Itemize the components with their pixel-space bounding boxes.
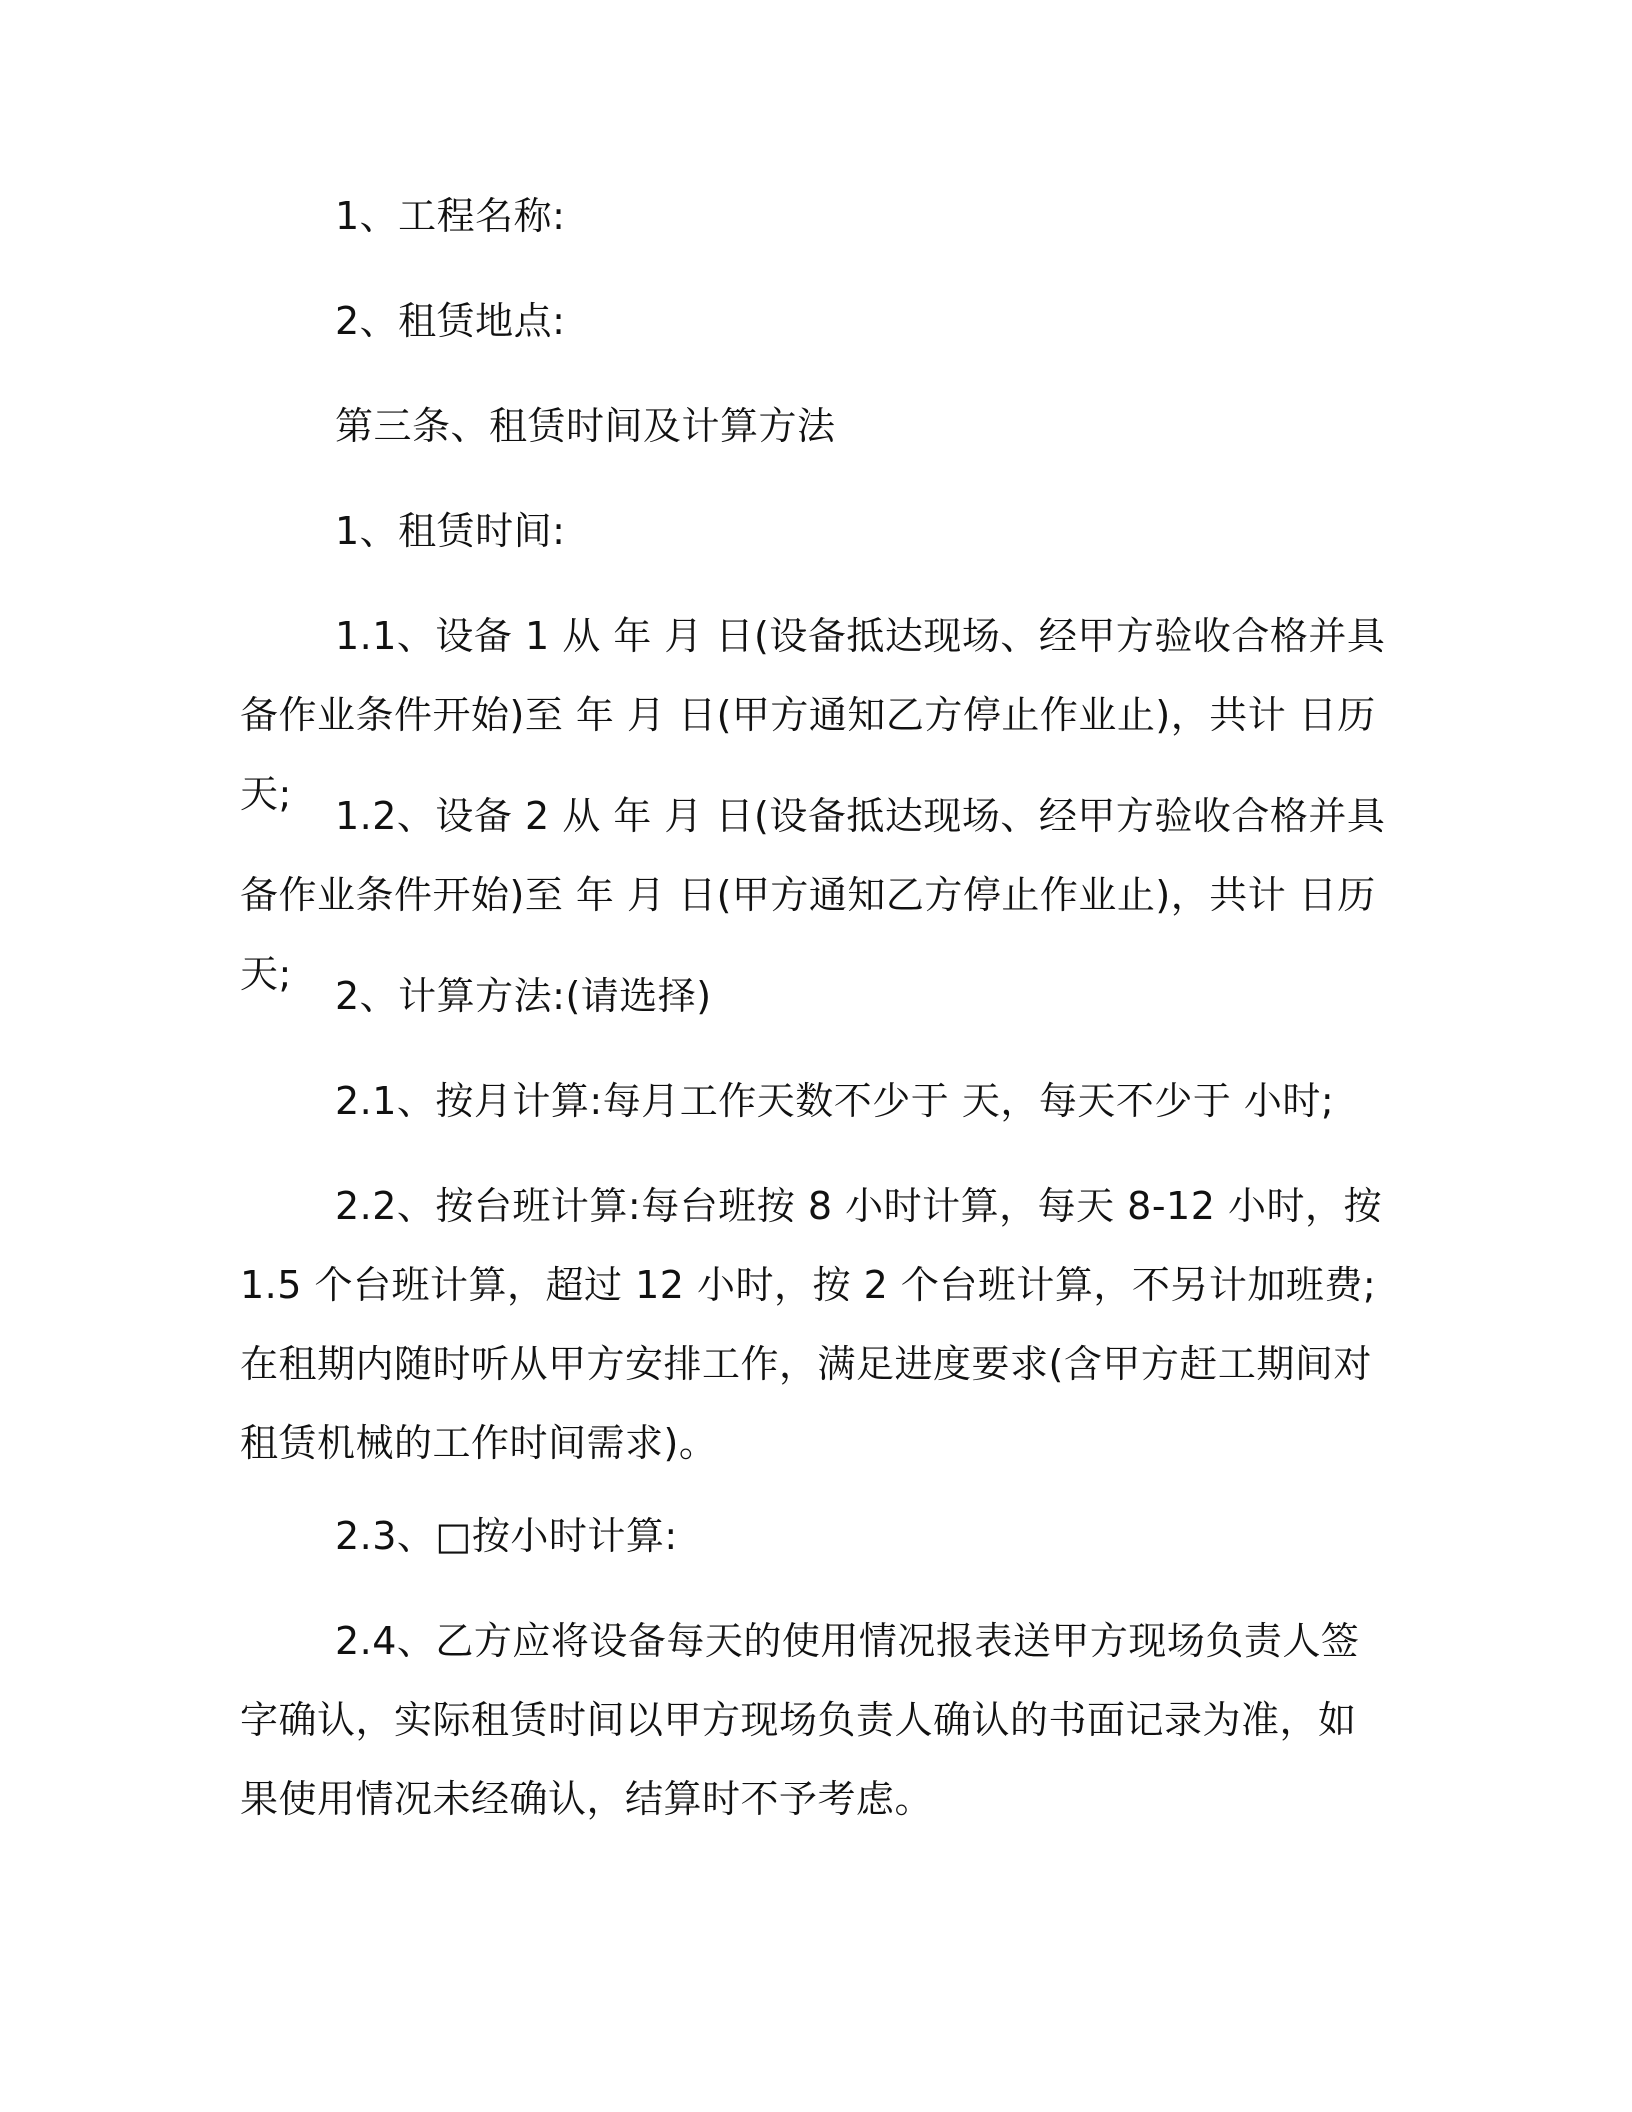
paragraph-equipment-1: 1.1、设备 1 从 年 月 日(设备抵达现场、经甲方验收合格并具备作业条件开始)至 年 月 日(甲方通知乙方停止作业止)，共计 日历天;: [240, 614, 1386, 816]
paragraph-lease-location: 2、租赁地点:: [335, 299, 566, 343]
section-heading-article-3: 第三条、租赁时间及计算方法: [335, 404, 836, 448]
paragraph-calculation-method: 2、计算方法:(请选择): [335, 974, 712, 1018]
paragraph-shift-calc: 2.2、按台班计算:每台班按 8 小时计算，每天 8-12 小时，按 1.5 个台班计算，超过 12 小时，按 2 个台班计算，不另计加班费;在租期内随时听从甲方安排工作，满足进度要求(含甲方赶工期间对租赁机械的工作时间需求)。: [240, 1184, 1382, 1465]
paragraph-hourly-calc: 2.3、□按小时计算:: [335, 1514, 678, 1558]
paragraph-project-name: 1、工程名称:: [335, 194, 566, 238]
paragraph-monthly-calc: 2.1、按月计算:每月工作天数不少于 天，每天不少于 小时;: [335, 1079, 1335, 1123]
paragraph-usage-report: 2.4、乙方应将设备每天的使用情况报表送甲方现场负责人签字确认，实际租赁时间以甲方现场负责人确认的书面记录为准，如果使用情况未经确认，结算时不予考虑。: [240, 1619, 1360, 1821]
paragraph-equipment-2: 1.2、设备 2 从 年 月 日(设备抵达现场、经甲方验收合格并具备作业条件开始)至 年 月 日(甲方通知乙方停止作业止)，共计 日历天;: [240, 794, 1386, 996]
paragraph-lease-time: 1、租赁时间:: [335, 509, 566, 553]
